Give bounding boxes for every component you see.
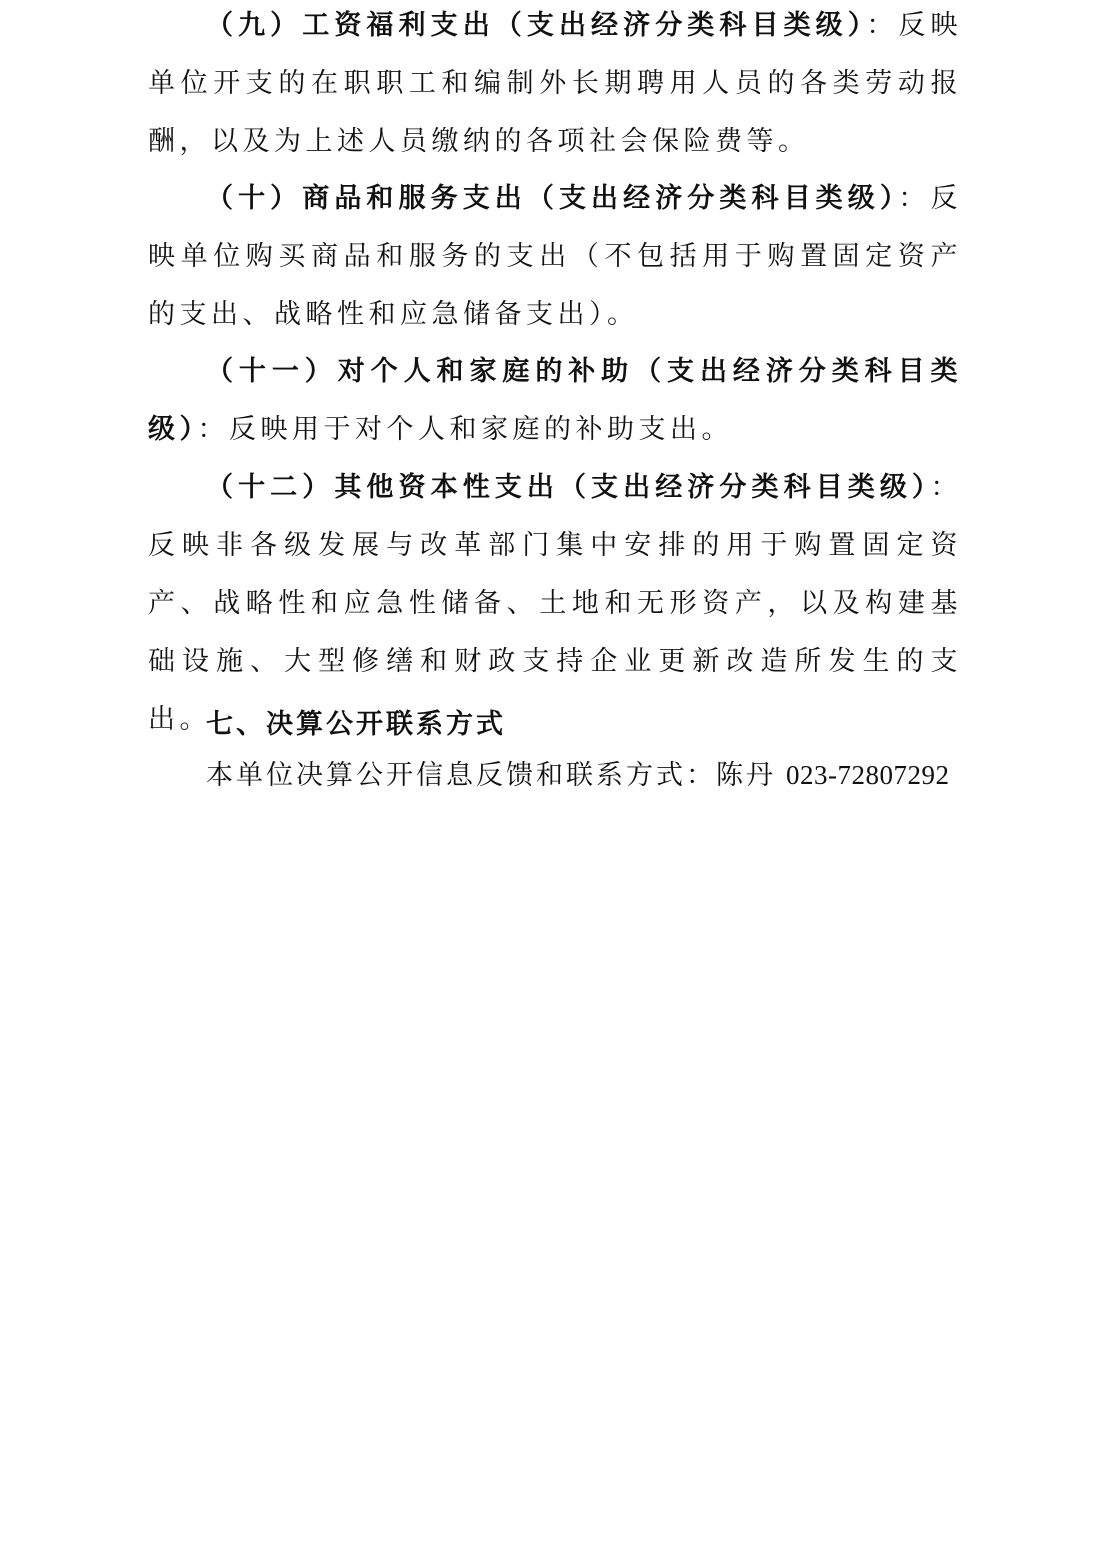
definition-term: （十一）对个人和家庭的补助（支出经济分类科目类级） — [148, 356, 962, 445]
definition-term: （十二）其他资本性支出（支出经济分类科目类级） — [206, 472, 931, 503]
definition-term: （十）商品和服务支出（支出经济分类科目类级） — [206, 183, 899, 214]
definition-paragraph-household-subsidy — [148, 343, 962, 459]
definition-term: （九）工资福利支出（支出经济分类科目类级） — [206, 10, 867, 41]
contact-line — [206, 750, 950, 801]
section-heading-contact: 七、决算公开联系方式 — [206, 709, 506, 740]
definition-text: ：反映单位购买商品和服务的支出（不包括用于购置固定资产的支出、战略性和应急储备支出）。 — [148, 183, 963, 330]
definition-text: ：反映单位开支的在职职工和编制外长期聘用人员的各类劳动报酬，以及为上述人员缴纳的各项社会保险费等。 — [148, 10, 963, 157]
contact-phone: 023-72807292 — [786, 760, 950, 790]
definition-paragraph-goods-services — [148, 170, 962, 344]
definition-text: ：反映非各级发展与改革部门集中安排的用于购置固定资产、战略性和应急性储备、土地和无形资产，以及构建基础设施、大型修缮和财政支持企业更新改造所发生的支出。 — [148, 472, 962, 735]
definition-text: ：反映用于对个人和家庭的补助支出。 — [197, 414, 733, 445]
definition-paragraph-wage-welfare — [148, 0, 962, 171]
contact-label: 本单位决算公开信息反馈和联系方式：陈丹 — [206, 760, 776, 791]
